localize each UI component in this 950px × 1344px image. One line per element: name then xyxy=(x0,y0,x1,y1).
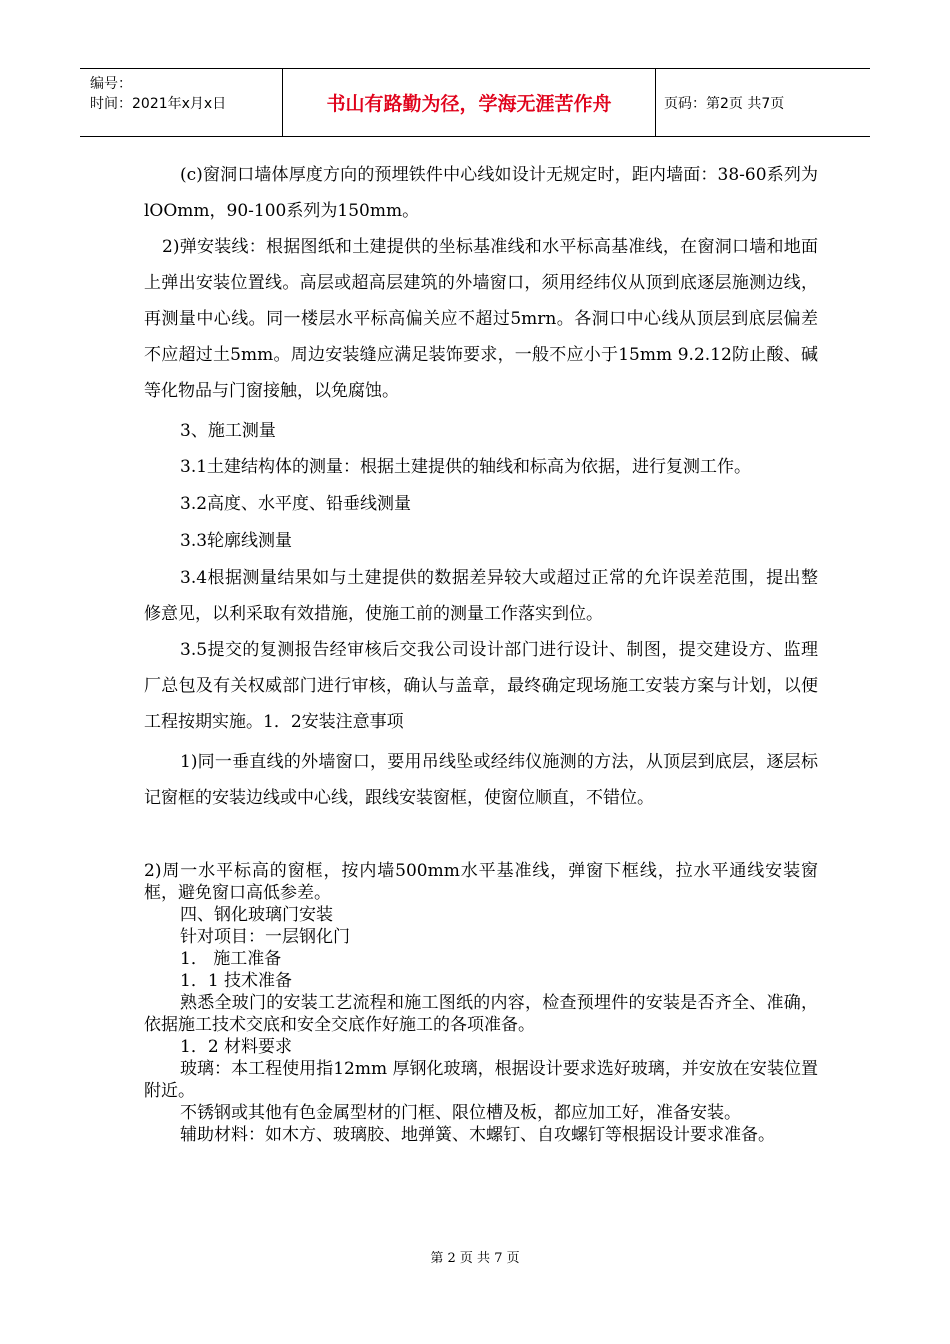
header-meta-cell xyxy=(80,69,283,136)
paragraph-3-3: 3.3轮廓线测量 xyxy=(180,531,293,551)
heading-tech-prep: 1．1 技术准备 xyxy=(180,971,293,991)
paragraph-install-line: 2)弹安装线：根据图纸和土建提供的坐标基准线和水平标高基准线，在窗洞口墙和地面上弹出安装位置线。高层或超高层建筑的外墙窗口，须用经纬仪从顶到底逐层施测边线，再测量中心线。同一楼层水平标高偏关应不超过5mrn。各洞口中心线从顶层到底层偏差不应超过土5mm。周边安装缝应满足装饰要求，一般不应小于15mm 9.2.12防止酸、碱等化物品与门窗接触，以免腐蚀。 xyxy=(144,237,818,401)
paragraph-vertical-line: 1)同一垂直线的外墙窗口，要用吊线坠或经纬仪施测的方法，从顶层到底层，逐层标记窗框的安装边线或中心线，跟线安装窗框，使窗位顺直，不错位。 xyxy=(144,752,818,808)
paragraph-glass: 玻璃：本工程使用指12mm 厚钢化玻璃，根据设计要求选好玻璃，并安放在安装位置附近。 xyxy=(144,1059,818,1101)
paragraph-3-1: 3.1土建结构体的测量：根据土建提供的轴线和标高为依据，进行复测工作。 xyxy=(180,457,752,477)
paragraph-3-5: 3.5提交的复测报告经审核后交我公司设计部门进行设计、制图，提交建设方、监理厂总包及有关权威部门进行审核，确认与盖章，最终确定现场施工安装方案与计划，以便工程按期实施。1．2安装注意事项 xyxy=(144,640,818,732)
project-target: 针对项目：一层钢化门 xyxy=(180,927,350,947)
paragraph-3-4: 3.4根据测量结果如与土建提供的数据差异较大或超过正常的允许误差范围，提出整修意见，以利采取有效措施，使施工前的测量工作落实到位。 xyxy=(144,568,818,624)
heading-materials: 1．2 材料要求 xyxy=(180,1037,293,1057)
paragraph-aux-materials: 辅助材料：如木方、玻璃胶、地弹簧、木螺钉、自攻螺钉等根据设计要求准备。 xyxy=(180,1125,775,1145)
paragraph-c: (c)窗洞口墙体厚度方向的预埋铁件中心线如设计无规定时，距内墙面：38-60系列为lOOmm，90-100系列为150mm。 xyxy=(144,165,818,221)
heading-glass-door: 四、钢化玻璃门安装 xyxy=(180,905,333,925)
heading-survey: 3、施工测量 xyxy=(180,421,276,441)
date-label: 时间：2021年x月x日 xyxy=(90,96,227,112)
paragraph-tech-prep: 熟悉全玻门的安装工艺流程和施工图纸的内容，检查预埋件的安装是否齐全、准确，依据施工技术交底和安全交底作好施工的各项准备。 xyxy=(144,993,818,1035)
heading-preparation: 1． 施工准备 xyxy=(180,949,282,969)
paragraph-horizontal-level: 2)周一水平标高的窗框，按内墙500mm水平基准线，弹窗下框线，拉水平通线安装窗框，避免窗口高低参差。 xyxy=(144,861,818,903)
header-motto: 书山有路勤为径，学海无涯苦作舟 xyxy=(283,69,656,136)
number-label: 编号： xyxy=(90,76,132,92)
page-footer: 第 2 页 共 7 页 xyxy=(430,1251,520,1266)
paragraph-3-2: 3.2高度、水平度、铅垂线测量 xyxy=(180,494,412,514)
header-page-info: 页码：第2页 共7页 xyxy=(664,95,785,112)
paragraph-frames: 不锈钢或其他有色金属型材的门框、限位槽及板，都应加工好，准备安装。 xyxy=(180,1103,741,1123)
document-header xyxy=(80,68,870,137)
